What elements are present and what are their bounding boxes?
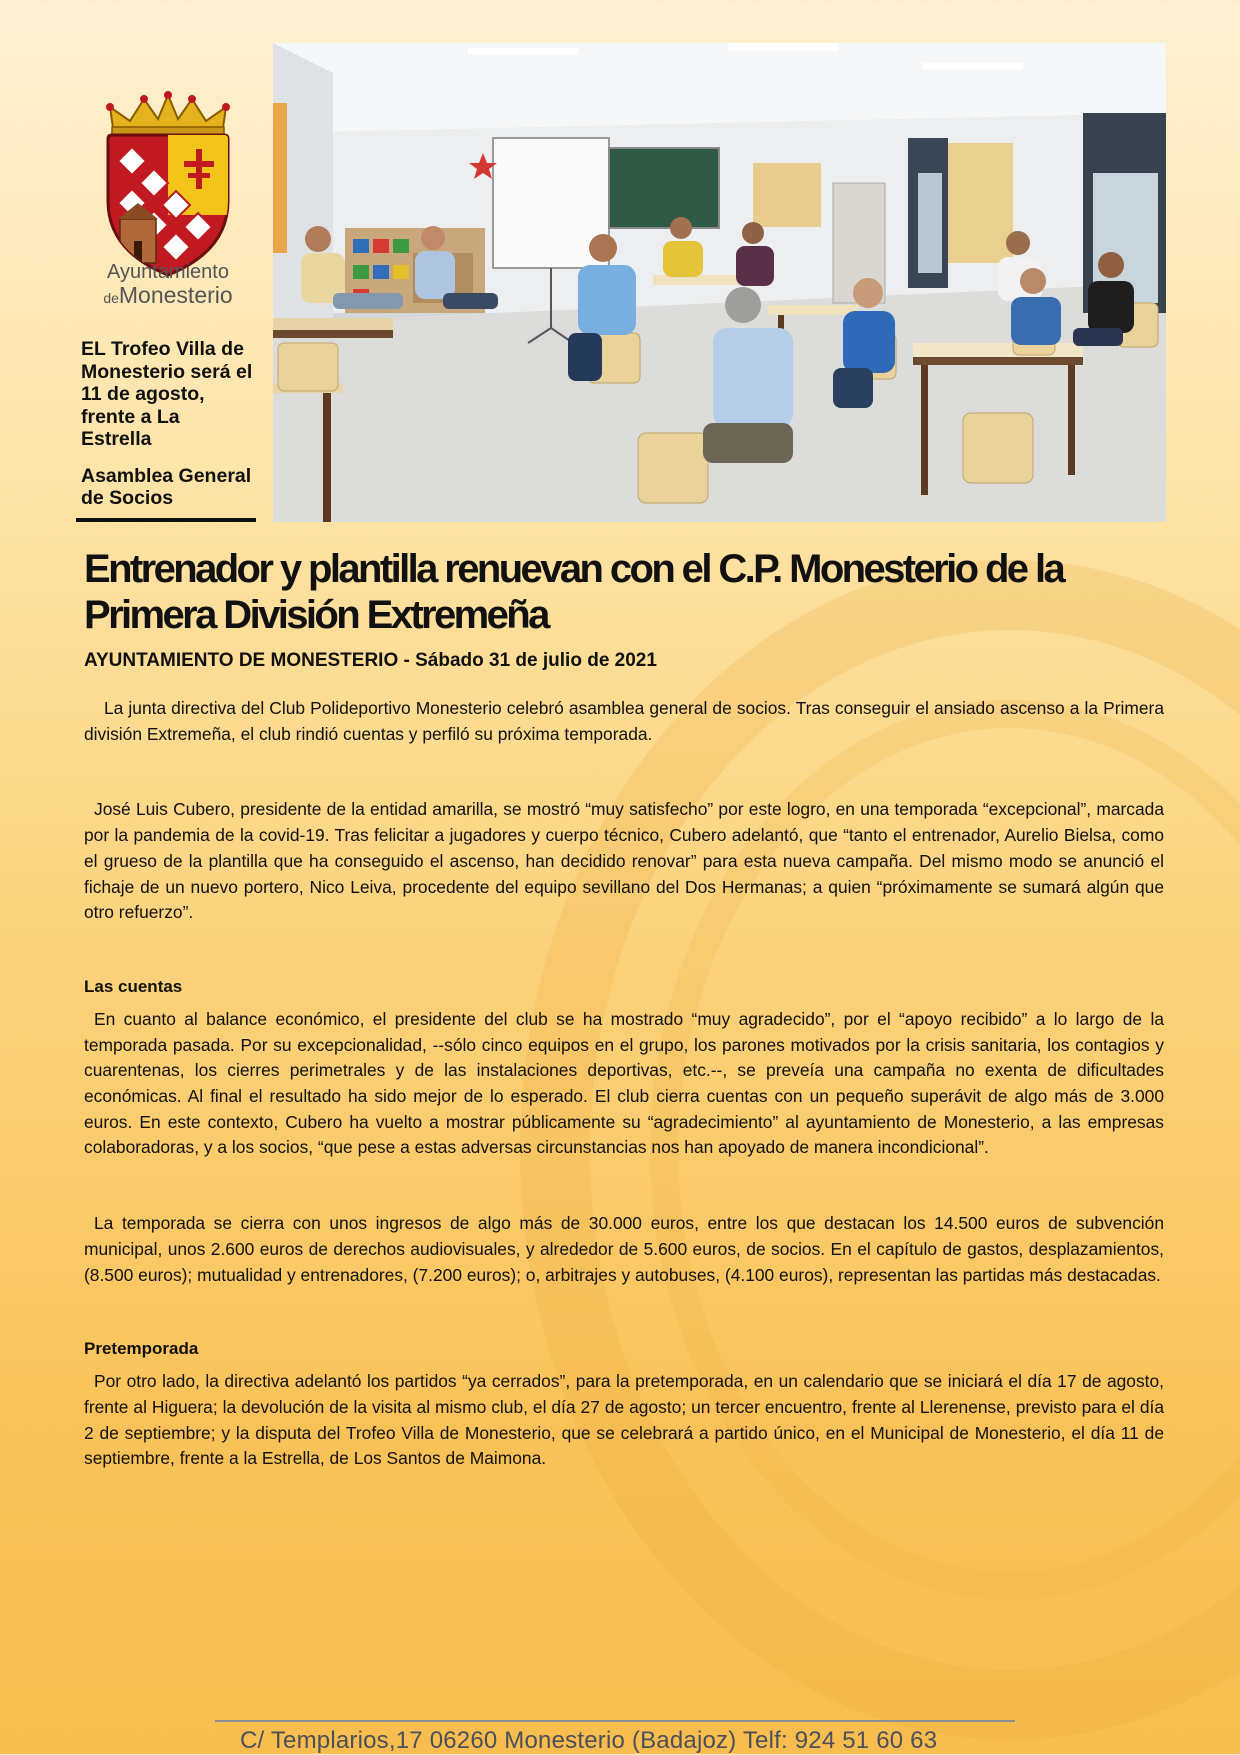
sidebar-teaser-2[interactable]: Asamblea General de Socios [81,464,252,509]
logo-line-2 [84,283,252,307]
logo-line-2-prefix: de [103,290,119,306]
article-paragraph-5: Por otro lado, la directiva adelantó los partidos “ya cerrados”, para la pretemporada, en un calendario que se iniciará el día 17 de agosto, frente al Higuera; la devolución de la visita al mismo club, el día 27 de agosto; un tercer encuentro, frente al Llerenense, previsto para el día 2 de septiembre; y la disputa del Trofeo Villa de Monesterio, que se celebrará a partido único, en el Municipal de Monesterio, el día 11 de septiembre, frente a la Estrella, de Los Santos de Maimona. [84,1371,1164,1469]
article-paragraph-4: La temporada se cierra con unos ingresos de algo más de 30.000 euros, entre los que destacan los 14.500 euros de subvención municipal, unos 2.600 euros de derechos audiovisuales, y alrededor de 5.600 euros, de socios. En el capítulo de gastos, desplazamientos, (8.500 euros); mutualidad y entrenadores, (7.200 euros); o, arbitrajes y autobuses, (4.100 euros), representan las partidas más destacadas. [84,1213,1164,1285]
logo-wordmark [84,262,252,307]
section-heading-pretemporada: Pretemporada [84,1339,199,1359]
article-body [84,696,1164,1472]
article-paragraph-2: José Luis Cubero, presidente de la entidad amarilla, se mostró “muy satisfecho” por este logro, en una temporada “excepcional”, marcada por la pandemia de la covid-19. Tras felicitar a jugadores y cuerpo técnico, Cubero adelantó, que “tanto el entrenador, Aurelio Bielsa, como el grueso de la plantilla que ha conseguido el ascenso, han decidido renovar” para esta nueva campaña. Del mismo modo se anunció el fichaje de un nuevo portero, Nico Leiva, procedente del equipo sevillano del Dos Hermanas; a quien “próximamente se sumará algún que otro refuerzo”. [84,799,1164,923]
footer-address: C/ Templarios,17 06260 Monesterio (Badajoz) Telf: 924 51 60 63 [240,1727,938,1754]
article-headline: Entrenador y plantilla renuevan con el C.P. Monesterio de la Primera División Extremeña [84,547,1064,637]
sidebar-divider [76,518,256,522]
section-heading-cuentas: Las cuentas [84,976,183,996]
meeting-photo [273,43,1166,522]
article-paragraph-1: La junta directiva del Club Polideportivo Monesterio celebró asamblea general de socios. Tras conseguir el ansiado ascenso a la Primera división Extremeña, el club rindió cuentas y perfiló su próxima temporada. [84,698,1164,744]
article-byline: AYUNTAMIENTO DE MONESTERIO - Sábado 31 de julio de 2021 [84,650,657,671]
logo-line-2-name: Monesterio [118,282,233,308]
article-paragraph-3: En cuanto al balance económico, el presidente del club se ha mostrado “muy agradecido”, por el “apoyo recibido” a lo largo de la temporada pasada. Por su excepcionalidad, --sólo cinco equipos en el grupo, los parones motivados por la crisis sanitaria, los contagios y cuarentenas, los cierres perimetrales y de las instalaciones deportivas, etc.--, se preveía una campaña no exenta de dificultades económicas. Al final el resultado ha sido mejor de lo esperado. El club cierra cuentas con un pequeño superávit de algo más de 3.000 euros. En este contexto, Cubero ha vuelto a mostrar públicamente su “agradecimiento” al ayuntamiento de Monesterio, a las empresas colaboradoras, y a los socios, “que pese a estas adversas circunstancias nos han apoyado de manera incondicional”. [84,1008,1164,1158]
sidebar-teaser-1[interactable]: EL Trofeo Villa de Monesterio será el 11 de agosto, frente a La Estrella [81,338,253,450]
footer-divider [215,1720,1015,1722]
logo-line-1: Ayuntamiento [107,261,229,283]
sidebar-teasers [81,338,253,510]
